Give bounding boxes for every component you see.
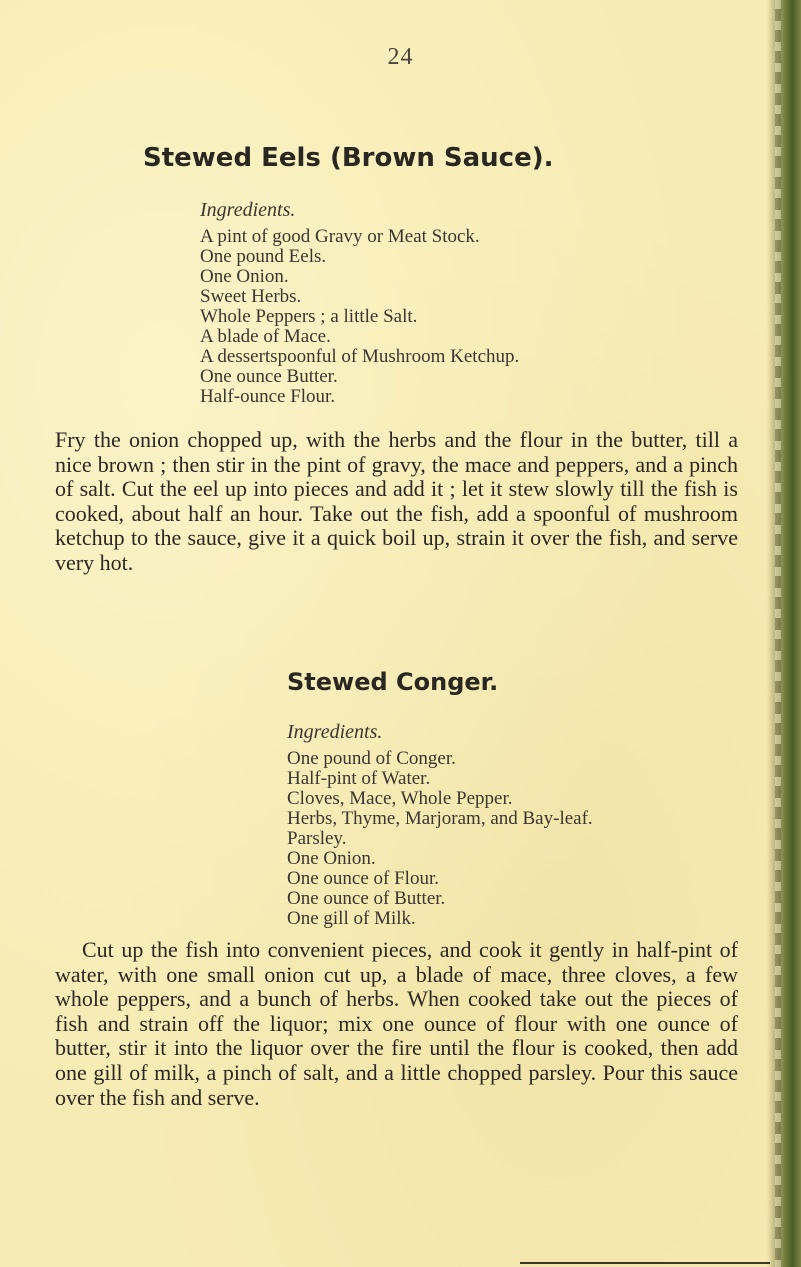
ingredients-list — [287, 749, 593, 929]
recipe-title: Stewed Conger. — [287, 668, 499, 696]
ingredient-item: Whole Peppers ; a little Salt. — [200, 306, 418, 327]
ingredient-item: A pint of good Gravy or Meat Stock. — [200, 226, 480, 247]
ingredient-item: Parsley. — [287, 828, 347, 849]
recipe-title: Stewed Eels (Brown Sauce). — [143, 143, 554, 173]
ingredient-item: Half-pint of Water. — [287, 768, 431, 789]
page-number: 24 — [387, 44, 414, 70]
ingredient-item: One ounce Butter. — [200, 366, 338, 387]
ingredient-item: Cloves, Mace, Whole Pepper. — [287, 788, 513, 809]
ingredient-item: One ounce of Butter. — [287, 888, 446, 909]
ingredient-item: One pound of Conger. — [287, 748, 456, 769]
ingredient-item: A blade of Mace. — [200, 326, 331, 347]
bottom-rule — [520, 1262, 770, 1264]
ingredient-item: Half-ounce Flour. — [200, 386, 336, 407]
ingredient-item: One Onion. — [200, 266, 289, 287]
ingredient-item: Herbs, Thyme, Marjoram, and Bay-leaf. — [287, 808, 593, 829]
ingredient-item: One pound Eels. — [200, 246, 327, 267]
page-edge-binding — [767, 0, 801, 1267]
ingredient-item: One Onion. — [287, 848, 376, 869]
recipe-method: Fry the onion chopped up, with the herbs and the flour in the butter, till a nice brown ; then stir in the pint of gravy, the mace and peppers, and a pinch of salt. Cut the eel up into pieces and add it ; let it stew slowly till the fish is cooked, about half an hour. Take out the fish, add a spoonful of mushroom ketchup to the sauce, give it a quick boil up, strain it over the fish, and serve very hot. — [55, 427, 738, 575]
ingredients-heading: Ingredients. — [200, 199, 296, 221]
ingredient-item: A dessertspoonful of Mushroom Ketchup. — [200, 346, 520, 367]
recipe-method: Cut up the fish into convenient pieces, and cook it gently in half-pint of water, with one small onion cut up, a blade of mace, three cloves, a few whole peppers, and a bunch of herbs. When cooked take out the pieces of fish and strain off the liquor; mix one ounce of flour with one ounce of butter, stir it into the liquor over the fire until the flour is cooked, then add one gill of milk, a pinch of salt, and a little chopped parsley. Pour this sauce over the fish and serve. — [55, 937, 738, 1110]
ingredients-heading: Ingredients. — [287, 721, 383, 743]
ingredient-item: One gill of Milk. — [287, 908, 416, 929]
ingredient-item: Sweet Herbs. — [200, 286, 302, 307]
ingredients-list — [200, 227, 519, 407]
ingredient-item: One ounce of Flour. — [287, 868, 439, 889]
